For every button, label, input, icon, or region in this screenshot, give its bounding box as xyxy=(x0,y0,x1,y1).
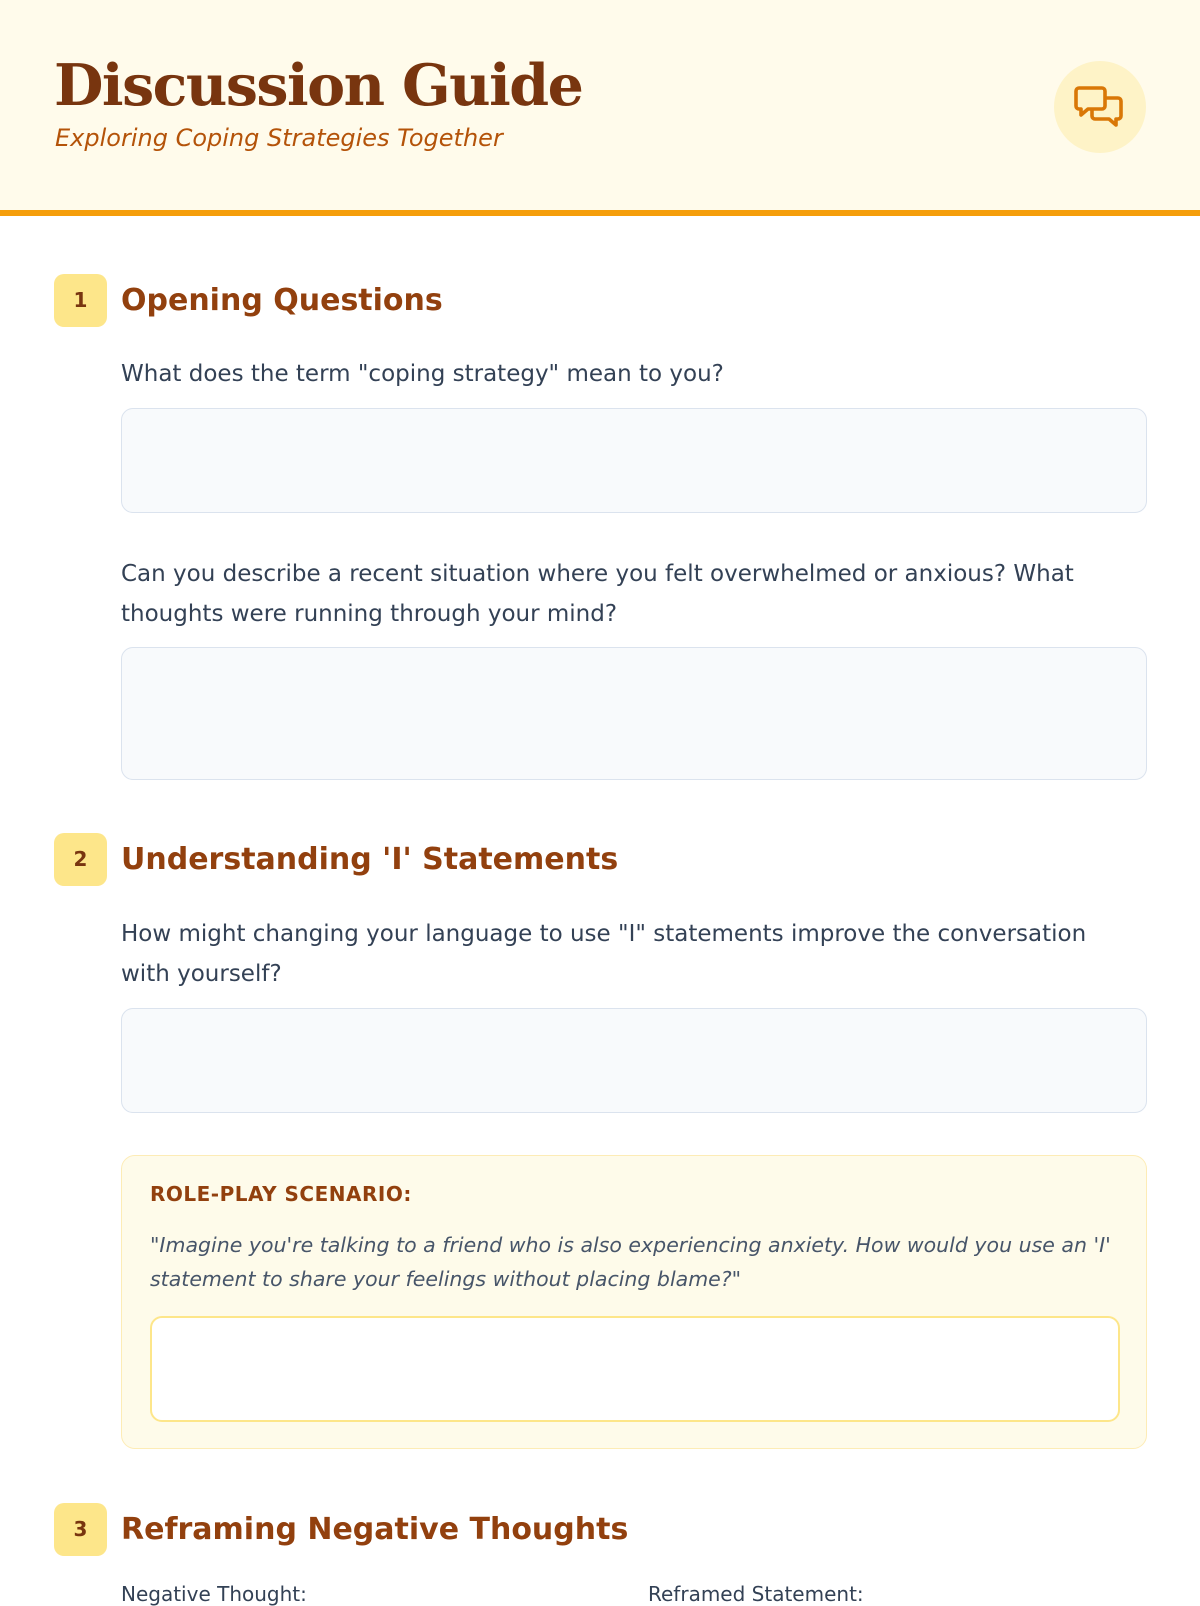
section-i-statements xyxy=(54,832,618,886)
answer-field[interactable] xyxy=(121,647,1147,780)
section-title: Opening Questions xyxy=(121,282,443,318)
question-text: How might changing your language to use "I" statements improve the conversation with yourself? xyxy=(121,921,1087,987)
roleplay-answer-field[interactable] xyxy=(150,1316,1120,1422)
section-number-badge: 1 xyxy=(54,274,107,327)
section-opening-questions xyxy=(54,273,443,327)
question-text: What does the term "coping strategy" mean to you? xyxy=(121,361,724,387)
roleplay-scenario-card xyxy=(121,1155,1147,1449)
answer-field[interactable] xyxy=(121,1008,1147,1113)
question-text: Can you describe a recent situation where you felt overwhelmed or anxious? What thoughts were running through your mind? xyxy=(121,561,1074,627)
page-title: Discussion Guide xyxy=(54,52,583,119)
page-subtitle: Exploring Coping Strategies Together xyxy=(55,124,503,152)
roleplay-label: ROLE-PLAY SCENARIO: xyxy=(150,1182,412,1206)
reframed-statement-label: Reframed Statement: xyxy=(648,1582,864,1606)
chat-bubbles-icon xyxy=(1074,81,1126,133)
section-reframing xyxy=(54,1502,628,1556)
section-number-badge: 3 xyxy=(54,1503,107,1556)
roleplay-prompt: "Imagine you're talking to a friend who is also experiencing anxiety. How would you use an 'I' statement to share your feelings without placing blame?" xyxy=(150,1233,1111,1291)
section-number-badge: 2 xyxy=(54,833,107,886)
answer-field[interactable] xyxy=(121,408,1147,513)
page-header xyxy=(0,0,1200,216)
section-title: Understanding 'I' Statements xyxy=(121,841,619,877)
negative-thought-label: Negative Thought: xyxy=(121,1582,307,1606)
section-title: Reframing Negative Thoughts xyxy=(121,1511,629,1547)
chat-button[interactable] xyxy=(1054,61,1146,153)
